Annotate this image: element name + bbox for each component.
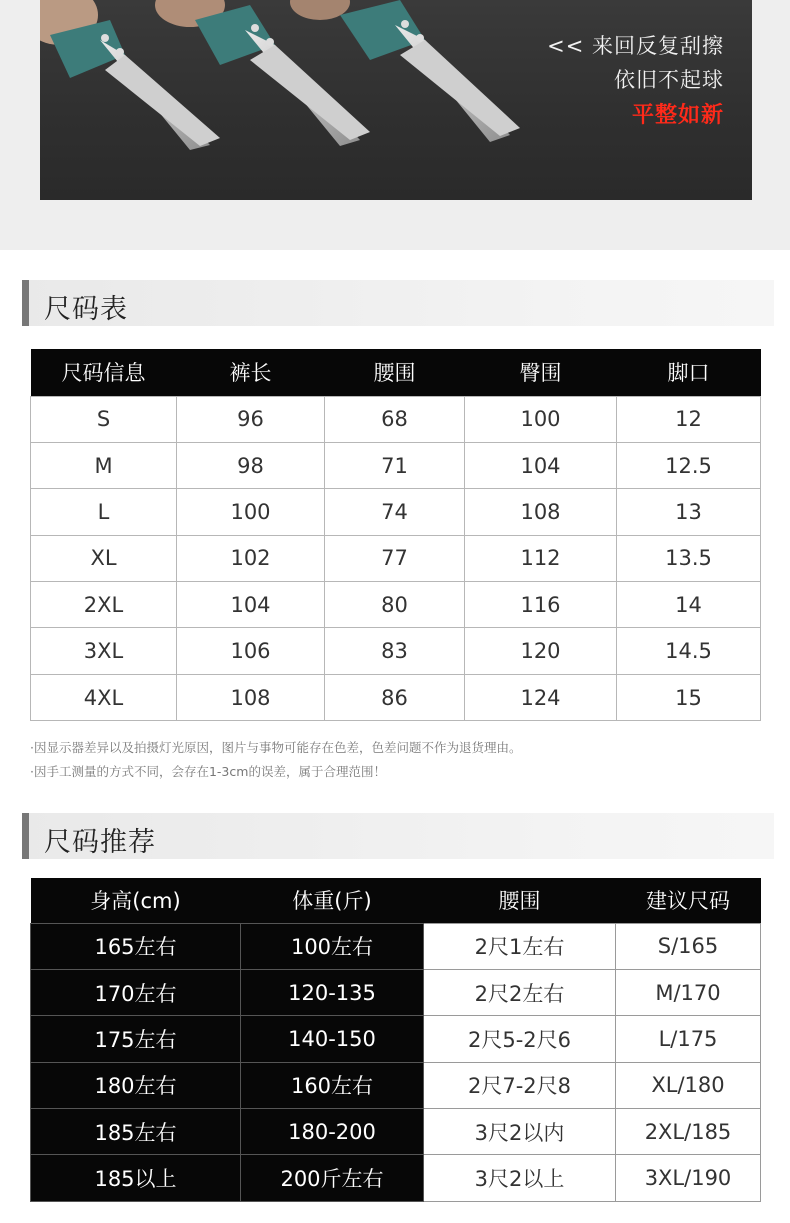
table-row bbox=[31, 674, 761, 720]
banner-caption-2: 依旧不起球 bbox=[614, 68, 724, 92]
table-cell: 2尺7-2尺8 bbox=[424, 1062, 616, 1108]
table-header-row bbox=[31, 878, 761, 923]
table-cell: L/175 bbox=[616, 1016, 761, 1062]
table-cell: 165左右 bbox=[31, 923, 241, 969]
table-row bbox=[31, 628, 761, 674]
header-accent-bar bbox=[22, 280, 29, 326]
table-cell: 112 bbox=[465, 535, 617, 581]
table-cell: 120 bbox=[465, 628, 617, 674]
disclaimer-note: ·因手工测量的方式不同，会存在1-3cm的误差，属于合理范围！ bbox=[30, 764, 386, 779]
table-row bbox=[31, 969, 761, 1015]
table-cell: 124 bbox=[465, 674, 617, 720]
table-cell: 108 bbox=[465, 489, 617, 535]
table-row bbox=[31, 1155, 761, 1201]
table-cell: 98 bbox=[177, 442, 325, 488]
table-cell: 4XL bbox=[31, 674, 177, 720]
table-cell: 120-135 bbox=[241, 969, 424, 1015]
table-cell: 106 bbox=[177, 628, 325, 674]
table-cell: 116 bbox=[465, 582, 617, 628]
table-cell: 160左右 bbox=[241, 1062, 424, 1108]
column-header: 脚口 bbox=[617, 349, 761, 396]
header-accent-bar bbox=[22, 813, 29, 859]
table-cell: M/170 bbox=[616, 969, 761, 1015]
table-row bbox=[31, 442, 761, 488]
size-chart-header bbox=[22, 280, 774, 326]
table-cell: 100左右 bbox=[241, 923, 424, 969]
table-cell: 14.5 bbox=[617, 628, 761, 674]
table-cell: 180左右 bbox=[31, 1062, 241, 1108]
column-header: 臀围 bbox=[465, 349, 617, 396]
table-cell: 185以上 bbox=[31, 1155, 241, 1201]
column-header: 腰围 bbox=[424, 878, 616, 923]
table-cell: 74 bbox=[325, 489, 465, 535]
table-cell: 3XL/190 bbox=[616, 1155, 761, 1201]
table-row bbox=[31, 923, 761, 969]
table-row bbox=[31, 535, 761, 581]
column-header: 身高(cm) bbox=[31, 878, 241, 923]
table-cell: 15 bbox=[617, 674, 761, 720]
table-header-row bbox=[31, 349, 761, 396]
table-cell: 13 bbox=[617, 489, 761, 535]
table-cell: 175左右 bbox=[31, 1016, 241, 1062]
table-cell: 2尺1左右 bbox=[424, 923, 616, 969]
banner-caption-3: 平整如新 bbox=[631, 103, 724, 128]
table-cell: 13.5 bbox=[617, 535, 761, 581]
table-cell: 2尺2左右 bbox=[424, 969, 616, 1015]
table-row bbox=[31, 582, 761, 628]
table-cell: 108 bbox=[177, 674, 325, 720]
table-cell: 12 bbox=[617, 396, 761, 442]
table-cell: 100 bbox=[177, 489, 325, 535]
table-cell: M bbox=[31, 442, 177, 488]
table-row bbox=[31, 1016, 761, 1062]
table-cell: 80 bbox=[325, 582, 465, 628]
table-cell: 77 bbox=[325, 535, 465, 581]
table-cell: XL bbox=[31, 535, 177, 581]
table-row bbox=[31, 396, 761, 442]
column-header: 尺码信息 bbox=[31, 349, 177, 396]
table-cell: 180-200 bbox=[241, 1109, 424, 1155]
column-header: 裤长 bbox=[177, 349, 325, 396]
table-cell: L bbox=[31, 489, 177, 535]
disclaimer-note: ·因显示器差异以及拍摄灯光原因，图片与事物可能存在色差，色差问题不作为退货理由。 bbox=[30, 740, 522, 755]
recommendation-header bbox=[22, 813, 774, 859]
size-chart-table bbox=[30, 349, 761, 721]
table-cell: 140-150 bbox=[241, 1016, 424, 1062]
table-cell: 14 bbox=[617, 582, 761, 628]
table-cell: 68 bbox=[325, 396, 465, 442]
table-row bbox=[31, 1062, 761, 1108]
table-cell: 2XL/185 bbox=[616, 1109, 761, 1155]
table-cell: 102 bbox=[177, 535, 325, 581]
table-cell: 2尺5-2尺6 bbox=[424, 1016, 616, 1062]
table-cell: 185左右 bbox=[31, 1109, 241, 1155]
table-cell: 71 bbox=[325, 442, 465, 488]
column-header: 腰围 bbox=[325, 349, 465, 396]
column-header: 体重(斤) bbox=[241, 878, 424, 923]
table-cell: S/165 bbox=[616, 923, 761, 969]
column-header: 建议尺码 bbox=[616, 878, 761, 923]
table-cell: 104 bbox=[465, 442, 617, 488]
table-row bbox=[31, 1109, 761, 1155]
table-cell: S bbox=[31, 396, 177, 442]
table-cell: 104 bbox=[177, 582, 325, 628]
table-cell: 3XL bbox=[31, 628, 177, 674]
banner-caption-1: << 来回反复刮擦 bbox=[547, 34, 724, 58]
table-row bbox=[31, 489, 761, 535]
recommendation-table bbox=[30, 878, 761, 1202]
table-cell: 86 bbox=[325, 674, 465, 720]
recommendation-title: 尺码推荐 bbox=[44, 827, 156, 858]
table-cell: 12.5 bbox=[617, 442, 761, 488]
size-chart-title: 尺码表 bbox=[44, 294, 128, 325]
table-cell: 3尺2以上 bbox=[424, 1155, 616, 1201]
table-cell: 96 bbox=[177, 396, 325, 442]
table-cell: 170左右 bbox=[31, 969, 241, 1015]
table-cell: 200斤左右 bbox=[241, 1155, 424, 1201]
table-cell: 100 bbox=[465, 396, 617, 442]
table-cell: 3尺2以内 bbox=[424, 1109, 616, 1155]
table-cell: 2XL bbox=[31, 582, 177, 628]
table-cell: 83 bbox=[325, 628, 465, 674]
table-cell: XL/180 bbox=[616, 1062, 761, 1108]
product-photo-scissors bbox=[40, 0, 752, 200]
